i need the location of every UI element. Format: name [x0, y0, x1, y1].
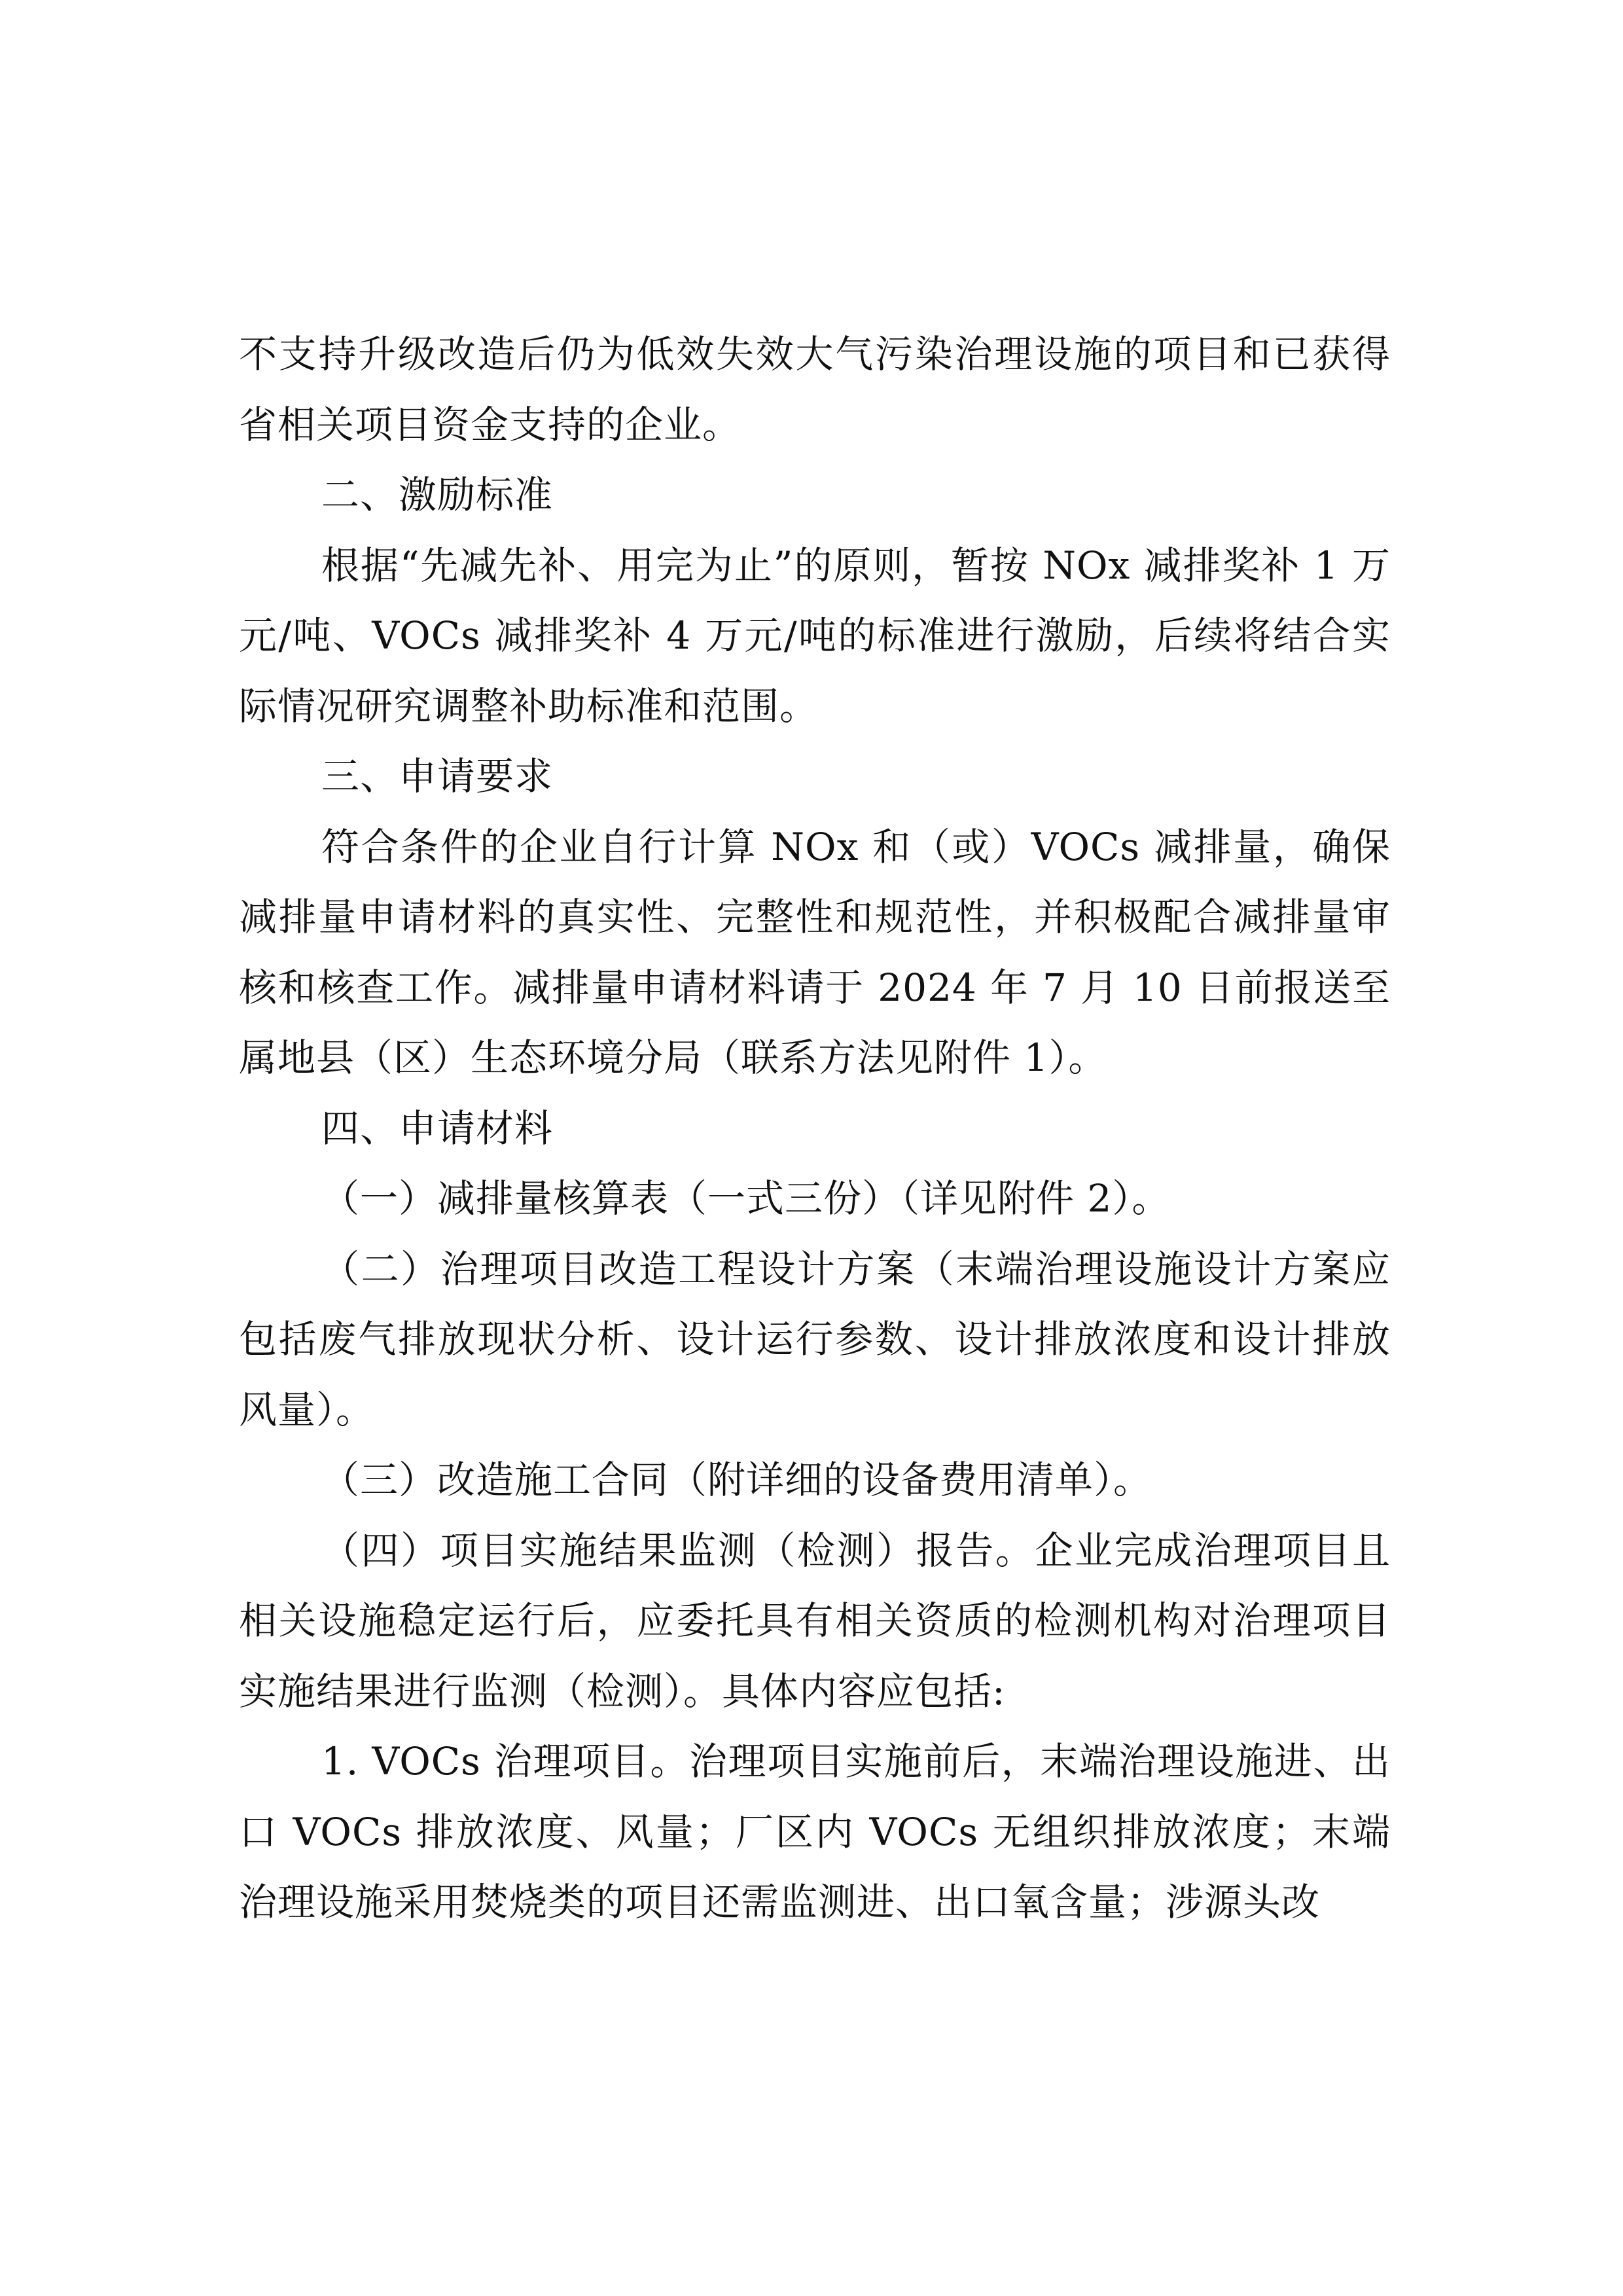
section-title-incentive-standard: 二、激励标准	[321, 473, 554, 517]
section-title-application-materials: 四、申请材料	[321, 1105, 554, 1151]
list-item-materials-4-1: 1. VOCs 治理项目。治理项目实施前后，末端治理设施进、出口 VOCs 排放浓度、风量；厂区内 VOCs 无组织排放浓度；末端治理设施采用焚烧类的项目还需监测进、出口氧含量；涉源头改	[239, 1739, 1391, 1924]
list-item-materials-4: （四）项目实施结果监测（检测）报告。企业完成治理项目且相关设施稳定运行后，应委托具有相关资质的检测机构对治理项目实施结果进行监测（检测）。具体内容应包括:	[239, 1528, 1391, 1713]
paragraph-intro-continued: 不支持升级改造后仍为低效失效大气污染治理设施的项目和已获得省相关项目资金支持的企业。	[239, 332, 1391, 447]
document-body	[239, 319, 1391, 1938]
list-item-materials-2: （二）治理项目改造工程设计方案（末端治理设施设计方案应包括废气排放现状分析、设计运行参数、设计排放浓度和设计排放风量）。	[239, 1246, 1391, 1432]
list-item-materials-1: （一）减排量核算表（一式三份）（详见附件 2）。	[321, 1176, 1171, 1221]
list-item-materials-3: （三）改造施工合同（附详细的设备费用清单）。	[321, 1458, 1152, 1502]
section-title-application-requirements: 三、申请要求	[321, 754, 554, 798]
paragraph-incentive-standard: 根据“先减先补、用完为止”的原则，暂按 NOx 减排奖补 1 万元/吨、VOCs 减排奖补 4 万元/吨的标准进行激励，后续将结合实际情况研究调整补助标准和范围。	[239, 543, 1391, 728]
paragraph-application-requirements: 符合条件的企业自行计算 NOx 和（或）VOCs 减排量，确保减排量申请材料的真实性、完整性和规范性，并积极配合减排量审核和核查工作。减排量申请材料请于 2024 年 7 月 10 日前报送至属地县（区）生态环境分局（联系方法见附件 1）。	[239, 824, 1391, 1080]
